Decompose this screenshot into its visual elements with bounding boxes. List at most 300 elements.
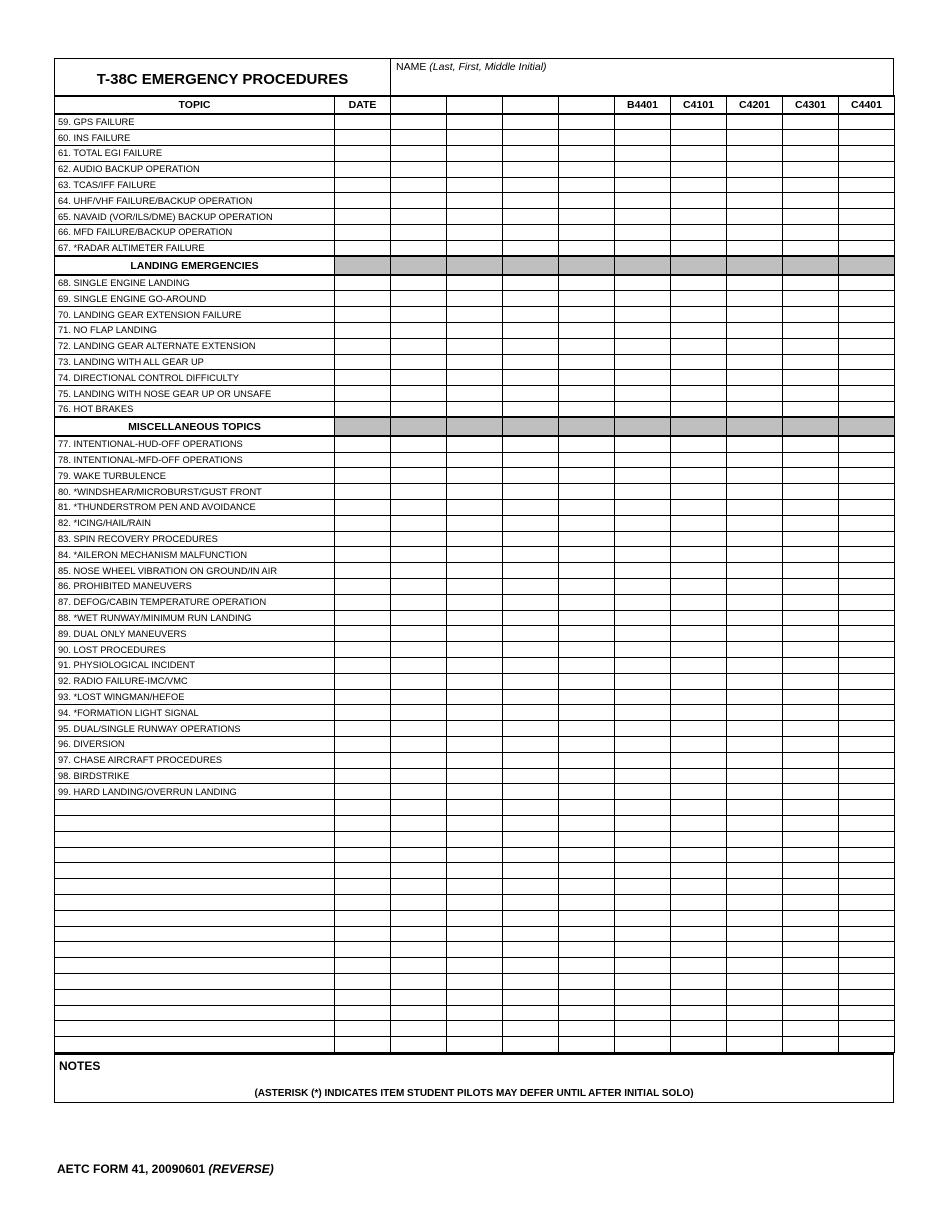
grade-cell[interactable] — [727, 894, 783, 910]
grade-cell[interactable] — [671, 547, 727, 563]
grade-cell[interactable] — [503, 547, 559, 563]
grade-cell[interactable] — [559, 563, 615, 579]
grade-cell[interactable] — [783, 989, 839, 1005]
grade-cell[interactable] — [783, 815, 839, 831]
grade-cell[interactable] — [391, 736, 447, 752]
date-cell[interactable] — [335, 784, 391, 800]
grade-cell[interactable] — [783, 515, 839, 531]
grade-cell[interactable] — [839, 193, 895, 209]
grade-cell[interactable] — [783, 942, 839, 958]
grade-cell[interactable] — [783, 926, 839, 942]
grade-cell[interactable] — [727, 579, 783, 595]
grade-cell[interactable] — [559, 291, 615, 307]
grade-cell[interactable] — [727, 847, 783, 863]
grade-cell[interactable] — [727, 1037, 783, 1053]
grade-cell[interactable] — [615, 942, 671, 958]
grade-cell[interactable] — [615, 910, 671, 926]
grade-cell[interactable] — [839, 626, 895, 642]
grade-cell[interactable] — [559, 705, 615, 721]
grade-cell[interactable] — [727, 354, 783, 370]
grade-cell[interactable] — [783, 436, 839, 452]
grade-cell[interactable] — [839, 354, 895, 370]
grade-cell[interactable] — [503, 193, 559, 209]
grade-cell[interactable] — [727, 721, 783, 737]
grade-cell[interactable] — [671, 500, 727, 516]
grade-cell[interactable] — [615, 130, 671, 146]
grade-cell[interactable] — [391, 531, 447, 547]
grade-cell[interactable] — [839, 402, 895, 418]
grade-cell[interactable] — [615, 500, 671, 516]
date-cell[interactable] — [335, 323, 391, 339]
grade-cell[interactable] — [615, 926, 671, 942]
grade-cell[interactable] — [783, 673, 839, 689]
grade-cell[interactable] — [615, 579, 671, 595]
grade-cell[interactable] — [391, 130, 447, 146]
date-cell[interactable] — [335, 752, 391, 768]
date-cell[interactable] — [335, 402, 391, 418]
grade-cell[interactable] — [447, 468, 503, 484]
grade-cell[interactable] — [615, 831, 671, 847]
grade-cell[interactable] — [783, 879, 839, 895]
grade-cell[interactable] — [615, 973, 671, 989]
grade-cell[interactable] — [783, 1037, 839, 1053]
grade-cell[interactable] — [671, 338, 727, 354]
date-cell[interactable] — [335, 1005, 391, 1021]
grade-cell[interactable] — [503, 515, 559, 531]
grade-cell[interactable] — [783, 563, 839, 579]
grade-cell[interactable] — [615, 515, 671, 531]
grade-cell[interactable] — [503, 910, 559, 926]
grade-cell[interactable] — [559, 610, 615, 626]
grade-cell[interactable] — [559, 370, 615, 386]
grade-cell[interactable] — [447, 973, 503, 989]
grade-cell[interactable] — [503, 436, 559, 452]
grade-cell[interactable] — [783, 452, 839, 468]
grade-cell[interactable] — [391, 161, 447, 177]
date-cell[interactable] — [335, 193, 391, 209]
grade-cell[interactable] — [447, 209, 503, 225]
grade-cell[interactable] — [727, 610, 783, 626]
grade-cell[interactable] — [447, 894, 503, 910]
grade-cell[interactable] — [783, 1005, 839, 1021]
grade-cell[interactable] — [727, 879, 783, 895]
date-cell[interactable] — [335, 1021, 391, 1037]
date-cell[interactable] — [335, 547, 391, 563]
grade-cell[interactable] — [615, 484, 671, 500]
grade-cell[interactable] — [783, 642, 839, 658]
grade-cell[interactable] — [783, 610, 839, 626]
grade-cell[interactable] — [447, 386, 503, 402]
grade-cell[interactable] — [839, 1037, 895, 1053]
grade-cell[interactable] — [559, 673, 615, 689]
date-cell[interactable] — [335, 515, 391, 531]
grade-cell[interactable] — [559, 161, 615, 177]
grade-cell[interactable] — [503, 847, 559, 863]
grade-cell[interactable] — [615, 1021, 671, 1037]
date-cell[interactable] — [335, 484, 391, 500]
grade-cell[interactable] — [615, 752, 671, 768]
grade-cell[interactable] — [559, 240, 615, 256]
date-cell[interactable] — [335, 973, 391, 989]
grade-cell[interactable] — [391, 291, 447, 307]
grade-cell[interactable] — [671, 563, 727, 579]
grade-cell[interactable] — [727, 626, 783, 642]
date-cell[interactable] — [335, 863, 391, 879]
date-cell[interactable] — [335, 658, 391, 674]
grade-cell[interactable] — [391, 768, 447, 784]
grade-cell[interactable] — [391, 989, 447, 1005]
grade-cell[interactable] — [391, 847, 447, 863]
grade-cell[interactable] — [839, 815, 895, 831]
grade-cell[interactable] — [727, 689, 783, 705]
grade-cell[interactable] — [503, 338, 559, 354]
grade-cell[interactable] — [615, 386, 671, 402]
grade-cell[interactable] — [447, 847, 503, 863]
grade-cell[interactable] — [391, 942, 447, 958]
grade-cell[interactable] — [559, 130, 615, 146]
grade-cell[interactable] — [727, 800, 783, 816]
grade-cell[interactable] — [503, 863, 559, 879]
grade-cell[interactable] — [391, 800, 447, 816]
grade-cell[interactable] — [559, 815, 615, 831]
grade-cell[interactable] — [671, 894, 727, 910]
grade-cell[interactable] — [839, 831, 895, 847]
grade-cell[interactable] — [839, 989, 895, 1005]
grade-cell[interactable] — [503, 177, 559, 193]
grade-cell[interactable] — [671, 370, 727, 386]
grade-cell[interactable] — [615, 177, 671, 193]
date-cell[interactable] — [335, 942, 391, 958]
date-cell[interactable] — [335, 579, 391, 595]
grade-cell[interactable] — [391, 338, 447, 354]
grade-cell[interactable] — [839, 386, 895, 402]
grade-cell[interactable] — [391, 973, 447, 989]
grade-cell[interactable] — [839, 323, 895, 339]
grade-cell[interactable] — [559, 879, 615, 895]
date-cell[interactable] — [335, 209, 391, 225]
grade-cell[interactable] — [391, 958, 447, 974]
grade-cell[interactable] — [727, 114, 783, 130]
grade-cell[interactable] — [615, 531, 671, 547]
grade-cell[interactable] — [503, 642, 559, 658]
grade-cell[interactable] — [447, 323, 503, 339]
grade-cell[interactable] — [615, 114, 671, 130]
grade-cell[interactable] — [727, 161, 783, 177]
date-cell[interactable] — [335, 958, 391, 974]
date-cell[interactable] — [335, 721, 391, 737]
grade-cell[interactable] — [671, 705, 727, 721]
grade-cell[interactable] — [447, 354, 503, 370]
date-cell[interactable] — [335, 177, 391, 193]
grade-cell[interactable] — [447, 736, 503, 752]
grade-cell[interactable] — [839, 547, 895, 563]
grade-cell[interactable] — [559, 784, 615, 800]
grade-cell[interactable] — [559, 500, 615, 516]
grade-cell[interactable] — [615, 705, 671, 721]
grade-cell[interactable] — [503, 752, 559, 768]
grade-cell[interactable] — [447, 547, 503, 563]
date-cell[interactable] — [335, 800, 391, 816]
grade-cell[interactable] — [447, 705, 503, 721]
grade-cell[interactable] — [559, 515, 615, 531]
grade-cell[interactable] — [727, 1005, 783, 1021]
grade-cell[interactable] — [391, 863, 447, 879]
date-cell[interactable] — [335, 736, 391, 752]
grade-cell[interactable] — [839, 500, 895, 516]
grade-cell[interactable] — [447, 752, 503, 768]
grade-cell[interactable] — [727, 386, 783, 402]
grade-cell[interactable] — [391, 642, 447, 658]
grade-cell[interactable] — [839, 863, 895, 879]
grade-cell[interactable] — [727, 784, 783, 800]
grade-cell[interactable] — [503, 989, 559, 1005]
grade-cell[interactable] — [559, 579, 615, 595]
grade-cell[interactable] — [783, 500, 839, 516]
grade-cell[interactable] — [727, 146, 783, 162]
grade-cell[interactable] — [503, 800, 559, 816]
grade-cell[interactable] — [391, 146, 447, 162]
grade-cell[interactable] — [783, 1021, 839, 1037]
grade-cell[interactable] — [447, 130, 503, 146]
grade-cell[interactable] — [671, 323, 727, 339]
grade-cell[interactable] — [671, 114, 727, 130]
grade-cell[interactable] — [391, 926, 447, 942]
grade-cell[interactable] — [391, 468, 447, 484]
grade-cell[interactable] — [727, 468, 783, 484]
grade-cell[interactable] — [727, 673, 783, 689]
grade-cell[interactable] — [615, 721, 671, 737]
grade-cell[interactable] — [615, 468, 671, 484]
grade-cell[interactable] — [839, 1021, 895, 1037]
grade-cell[interactable] — [559, 225, 615, 241]
grade-cell[interactable] — [503, 114, 559, 130]
grade-cell[interactable] — [615, 402, 671, 418]
grade-cell[interactable] — [559, 1021, 615, 1037]
grade-cell[interactable] — [839, 275, 895, 291]
date-cell[interactable] — [335, 130, 391, 146]
grade-cell[interactable] — [839, 452, 895, 468]
grade-cell[interactable] — [559, 831, 615, 847]
grade-cell[interactable] — [391, 594, 447, 610]
grade-cell[interactable] — [503, 784, 559, 800]
grade-cell[interactable] — [615, 547, 671, 563]
grade-cell[interactable] — [727, 370, 783, 386]
grade-cell[interactable] — [839, 926, 895, 942]
grade-cell[interactable] — [447, 500, 503, 516]
grade-cell[interactable] — [671, 130, 727, 146]
grade-cell[interactable] — [503, 879, 559, 895]
grade-cell[interactable] — [839, 209, 895, 225]
grade-cell[interactable] — [559, 958, 615, 974]
grade-cell[interactable] — [447, 784, 503, 800]
grade-cell[interactable] — [447, 291, 503, 307]
grade-cell[interactable] — [447, 484, 503, 500]
grade-cell[interactable] — [447, 642, 503, 658]
grade-cell[interactable] — [615, 323, 671, 339]
grade-cell[interactable] — [839, 225, 895, 241]
grade-cell[interactable] — [447, 594, 503, 610]
date-cell[interactable] — [335, 468, 391, 484]
grade-cell[interactable] — [783, 402, 839, 418]
grade-cell[interactable] — [671, 721, 727, 737]
grade-cell[interactable] — [783, 291, 839, 307]
grade-cell[interactable] — [615, 209, 671, 225]
grade-cell[interactable] — [503, 468, 559, 484]
grade-cell[interactable] — [671, 307, 727, 323]
grade-cell[interactable] — [839, 642, 895, 658]
grade-cell[interactable] — [615, 354, 671, 370]
grade-cell[interactable] — [671, 973, 727, 989]
date-cell[interactable] — [335, 240, 391, 256]
grade-cell[interactable] — [839, 240, 895, 256]
grade-cell[interactable] — [727, 531, 783, 547]
date-cell[interactable] — [335, 452, 391, 468]
grade-cell[interactable] — [727, 452, 783, 468]
grade-cell[interactable] — [727, 563, 783, 579]
grade-cell[interactable] — [671, 579, 727, 595]
grade-cell[interactable] — [559, 484, 615, 500]
grade-cell[interactable] — [391, 547, 447, 563]
grade-cell[interactable] — [615, 863, 671, 879]
grade-cell[interactable] — [503, 209, 559, 225]
grade-cell[interactable] — [503, 958, 559, 974]
grade-cell[interactable] — [839, 515, 895, 531]
grade-cell[interactable] — [839, 370, 895, 386]
grade-cell[interactable] — [727, 989, 783, 1005]
grade-cell[interactable] — [839, 436, 895, 452]
name-field[interactable] — [391, 59, 893, 95]
grade-cell[interactable] — [839, 531, 895, 547]
grade-cell[interactable] — [839, 721, 895, 737]
grade-cell[interactable] — [447, 579, 503, 595]
grade-cell[interactable] — [783, 177, 839, 193]
grade-cell[interactable] — [559, 177, 615, 193]
grade-cell[interactable] — [615, 689, 671, 705]
grade-cell[interactable] — [727, 338, 783, 354]
grade-cell[interactable] — [503, 307, 559, 323]
date-cell[interactable] — [335, 146, 391, 162]
grade-cell[interactable] — [503, 894, 559, 910]
grade-cell[interactable] — [727, 863, 783, 879]
grade-cell[interactable] — [447, 1037, 503, 1053]
grade-cell[interactable] — [503, 815, 559, 831]
grade-cell[interactable] — [615, 626, 671, 642]
grade-cell[interactable] — [671, 1005, 727, 1021]
grade-cell[interactable] — [727, 547, 783, 563]
grade-cell[interactable] — [615, 225, 671, 241]
grade-cell[interactable] — [671, 736, 727, 752]
grade-cell[interactable] — [727, 973, 783, 989]
date-cell[interactable] — [335, 610, 391, 626]
grade-cell[interactable] — [391, 1037, 447, 1053]
grade-cell[interactable] — [783, 768, 839, 784]
grade-cell[interactable] — [671, 386, 727, 402]
grade-cell[interactable] — [783, 658, 839, 674]
grade-cell[interactable] — [503, 1021, 559, 1037]
grade-cell[interactable] — [783, 370, 839, 386]
grade-cell[interactable] — [671, 689, 727, 705]
grade-cell[interactable] — [391, 658, 447, 674]
grade-cell[interactable] — [615, 768, 671, 784]
grade-cell[interactable] — [391, 484, 447, 500]
grade-cell[interactable] — [783, 338, 839, 354]
grade-cell[interactable] — [503, 484, 559, 500]
grade-cell[interactable] — [839, 177, 895, 193]
grade-cell[interactable] — [727, 500, 783, 516]
grade-cell[interactable] — [727, 736, 783, 752]
grade-cell[interactable] — [783, 784, 839, 800]
grade-cell[interactable] — [503, 323, 559, 339]
grade-cell[interactable] — [503, 225, 559, 241]
date-cell[interactable] — [335, 689, 391, 705]
grade-cell[interactable] — [615, 1037, 671, 1053]
grade-cell[interactable] — [615, 193, 671, 209]
date-cell[interactable] — [335, 531, 391, 547]
grade-cell[interactable] — [839, 579, 895, 595]
grade-cell[interactable] — [391, 579, 447, 595]
grade-cell[interactable] — [391, 1021, 447, 1037]
grade-cell[interactable] — [839, 468, 895, 484]
grade-cell[interactable] — [839, 673, 895, 689]
grade-cell[interactable] — [839, 1005, 895, 1021]
grade-cell[interactable] — [727, 705, 783, 721]
grade-cell[interactable] — [559, 847, 615, 863]
grade-cell[interactable] — [671, 1021, 727, 1037]
grade-cell[interactable] — [447, 910, 503, 926]
grade-cell[interactable] — [447, 531, 503, 547]
date-cell[interactable] — [335, 626, 391, 642]
grade-cell[interactable] — [615, 1005, 671, 1021]
grade-cell[interactable] — [615, 161, 671, 177]
grade-cell[interactable] — [839, 705, 895, 721]
grade-cell[interactable] — [783, 354, 839, 370]
grade-cell[interactable] — [727, 642, 783, 658]
grade-cell[interactable] — [671, 193, 727, 209]
grade-cell[interactable] — [391, 452, 447, 468]
grade-cell[interactable] — [559, 642, 615, 658]
grade-cell[interactable] — [391, 354, 447, 370]
grade-cell[interactable] — [559, 894, 615, 910]
grade-cell[interactable] — [727, 1021, 783, 1037]
date-cell[interactable] — [335, 673, 391, 689]
grade-cell[interactable] — [447, 225, 503, 241]
grade-cell[interactable] — [503, 721, 559, 737]
grade-cell[interactable] — [559, 942, 615, 958]
grade-cell[interactable] — [503, 531, 559, 547]
grade-cell[interactable] — [447, 831, 503, 847]
grade-cell[interactable] — [615, 673, 671, 689]
grade-cell[interactable] — [727, 240, 783, 256]
grade-cell[interactable] — [447, 146, 503, 162]
grade-cell[interactable] — [671, 209, 727, 225]
grade-cell[interactable] — [783, 594, 839, 610]
grade-cell[interactable] — [839, 307, 895, 323]
grade-cell[interactable] — [391, 209, 447, 225]
grade-cell[interactable] — [615, 658, 671, 674]
grade-cell[interactable] — [615, 275, 671, 291]
grade-cell[interactable] — [727, 225, 783, 241]
grade-cell[interactable] — [839, 942, 895, 958]
date-cell[interactable] — [335, 370, 391, 386]
grade-cell[interactable] — [783, 307, 839, 323]
grade-cell[interactable] — [671, 1037, 727, 1053]
grade-cell[interactable] — [447, 452, 503, 468]
grade-cell[interactable] — [615, 784, 671, 800]
date-cell[interactable] — [335, 386, 391, 402]
grade-cell[interactable] — [391, 114, 447, 130]
grade-cell[interactable] — [503, 275, 559, 291]
grade-cell[interactable] — [671, 910, 727, 926]
